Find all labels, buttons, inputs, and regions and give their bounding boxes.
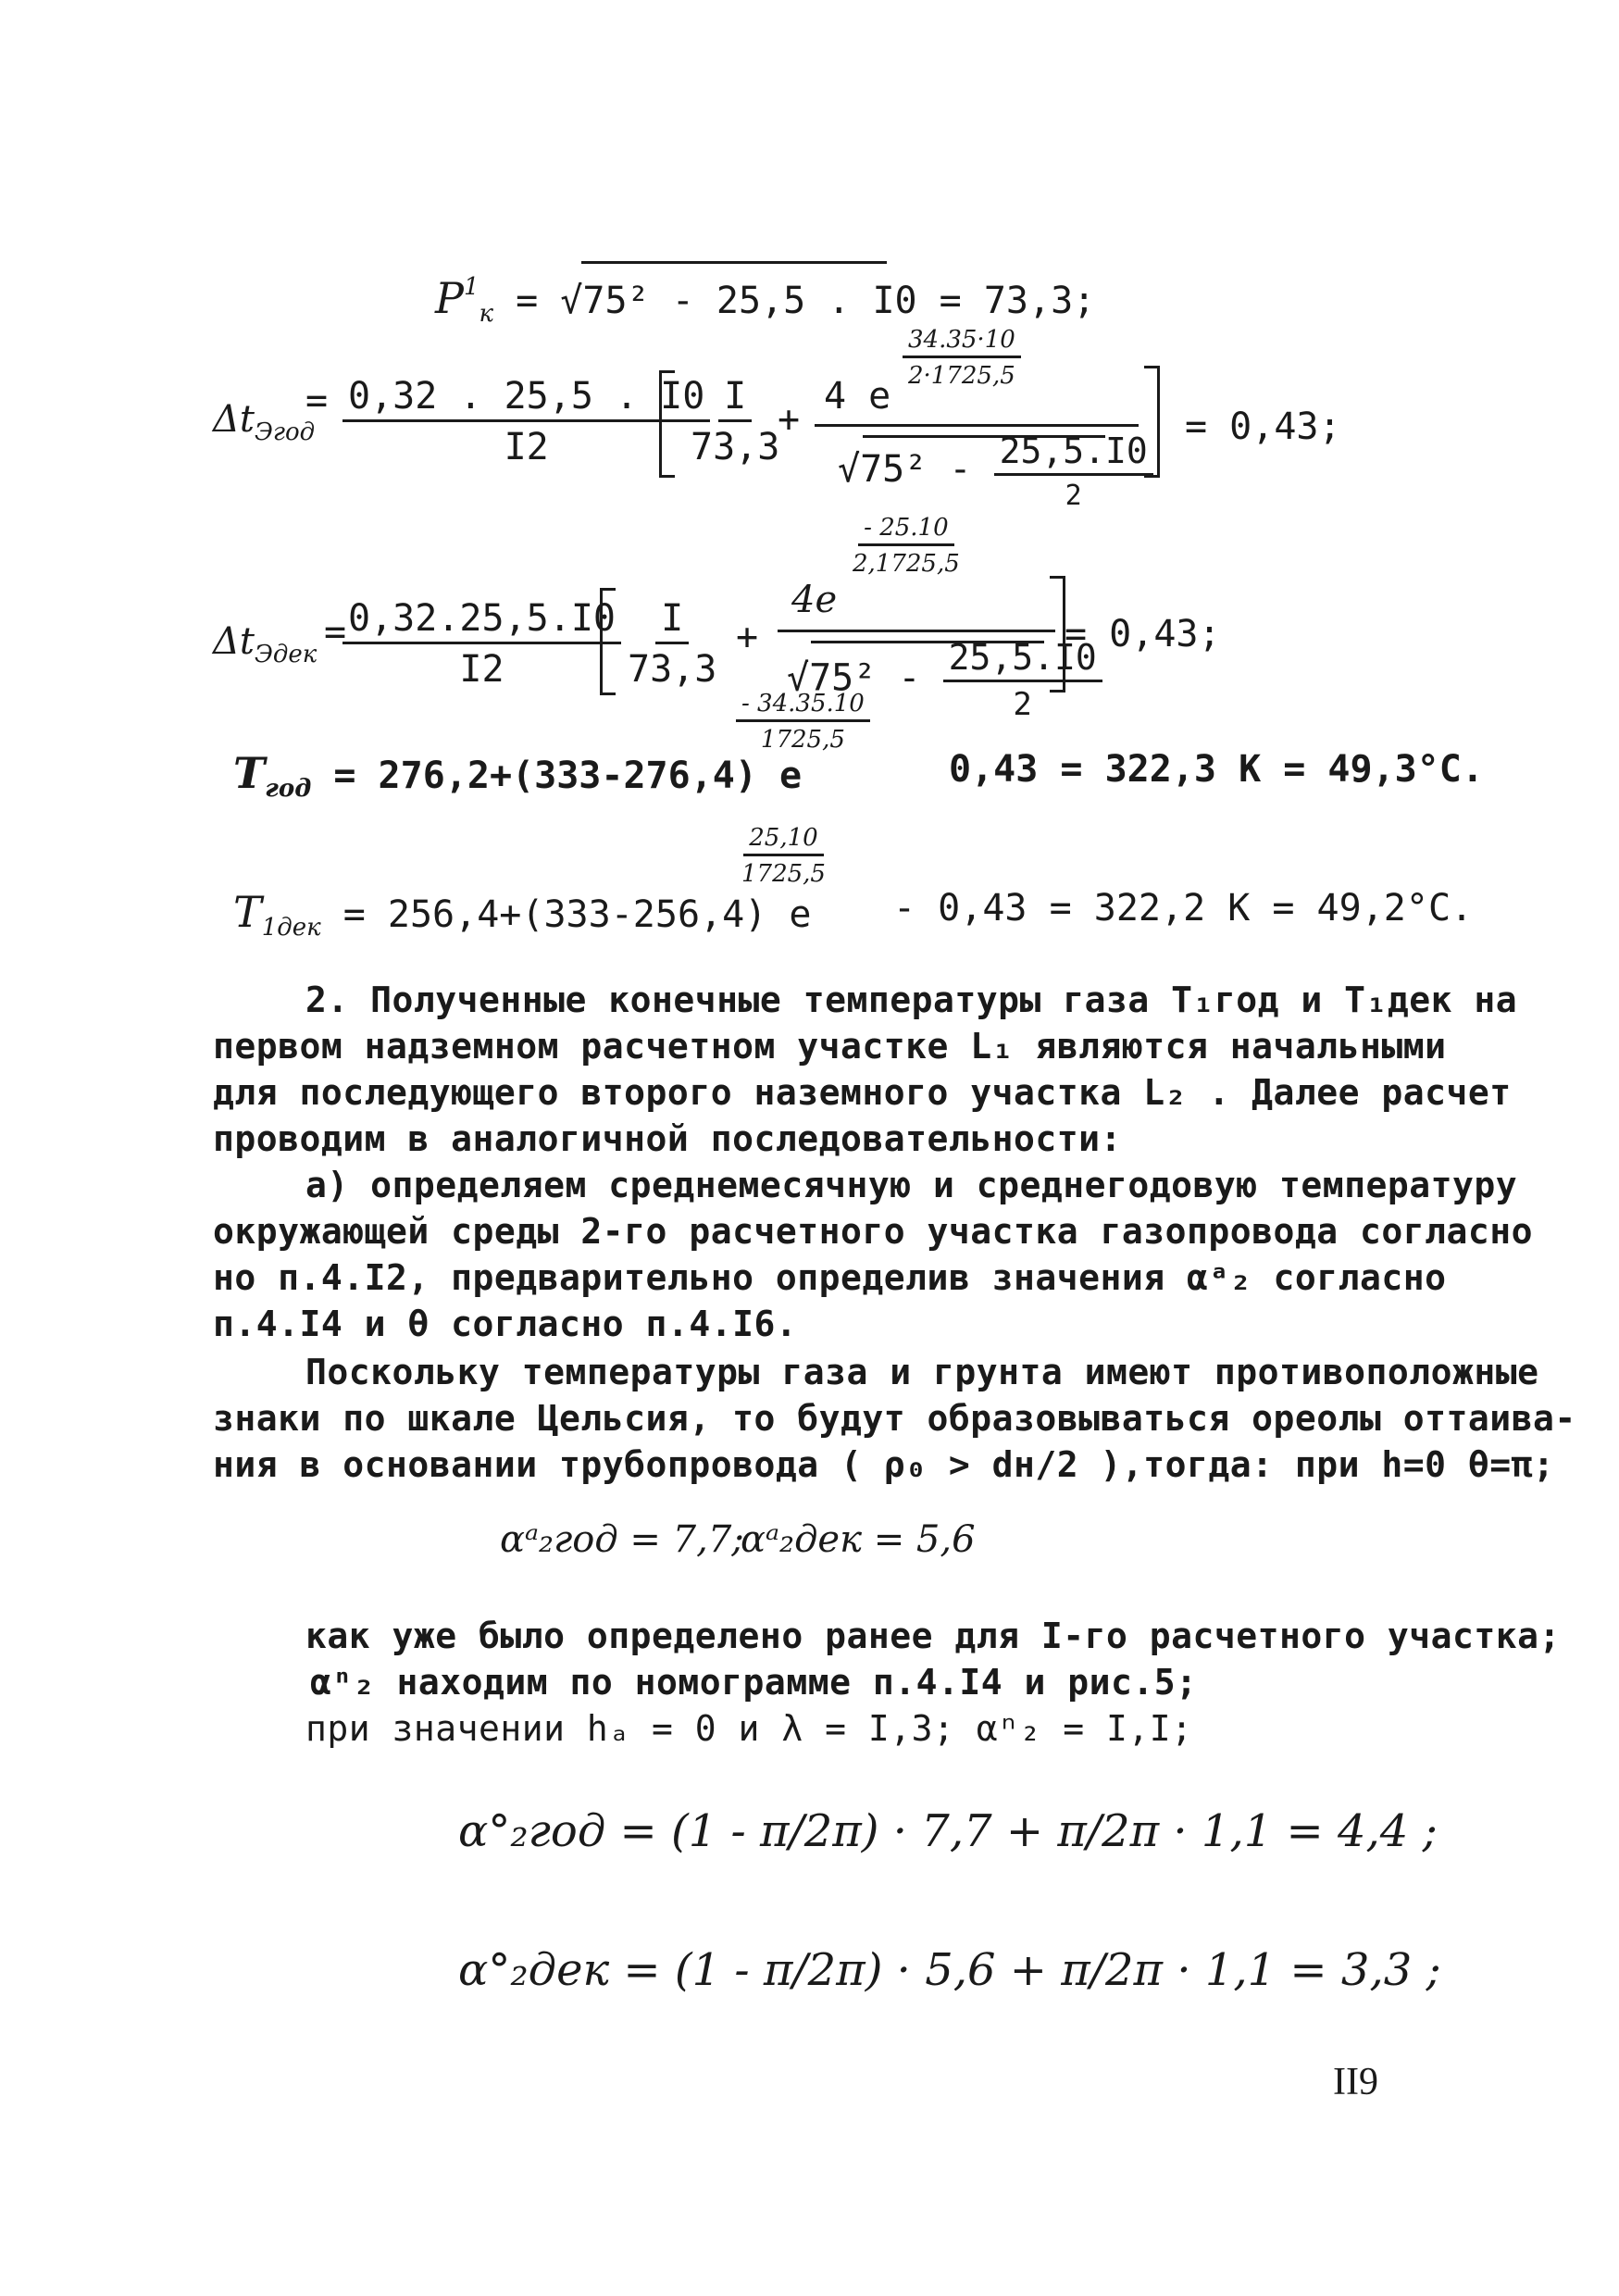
denominator: 73,3 — [691, 426, 780, 468]
eq2-root: √75² - $\frac{25,5.I0}{2}$ — [838, 430, 1153, 512]
root-denominator: 2 — [1013, 686, 1032, 723]
sqrt-bar — [581, 261, 887, 264]
paragraph-line: окружающей среды 2-го расчетного участка газопровода согласно — [213, 1211, 1534, 1252]
paragraph-line: αⁿ₂ находим по номограмме п.4.I4 и рис.5; — [310, 1662, 1198, 1703]
paragraph-line: для последующего второго наземного участка L₂ . Далее расчет — [213, 1072, 1512, 1113]
subscript: Эгод — [254, 418, 316, 446]
paragraph-line: а) определяем среднемесячную и среднегодовую температуру — [305, 1165, 1518, 1205]
paragraph-line: 2. Полученные конечные температуры газа T₁год и T₁дек на — [305, 980, 1518, 1020]
eq4-exponent — [736, 690, 870, 754]
eq4-tail: 0,43 = 322,3 K = 49,3°C. — [949, 748, 1484, 791]
paragraph-line: знаки по шкале Цельсия, то будут образовываться ореолы оттаива- — [213, 1398, 1576, 1439]
eq2-equals: = — [305, 380, 329, 422]
subscript: год — [265, 775, 312, 803]
root-numerator: 25,5.I0 — [943, 637, 1102, 682]
symbol-t: T — [233, 748, 266, 798]
eq2-result: = 0,43; — [1185, 406, 1341, 448]
eq3-main-fraction — [342, 597, 621, 691]
eq3-equals: = — [324, 611, 347, 654]
sqrt-bar — [863, 435, 1105, 438]
root-arg: 75² - — [809, 656, 943, 700]
eq3-plus: + — [736, 616, 759, 658]
superscript: 1 — [463, 272, 479, 301]
paragraph-line: первом надземном расчетном участке L₁ являются начальными — [213, 1026, 1447, 1067]
exp-denominator: 2·1725,5 — [908, 362, 1015, 390]
equation-t-dek — [233, 887, 811, 942]
eq3-inner-fraction — [622, 597, 722, 691]
subscript: к — [479, 300, 494, 328]
exp-denominator: 1725,5 — [760, 726, 845, 754]
numerator: I — [655, 597, 689, 644]
symbol-t: T — [233, 887, 262, 937]
equation-body: = √75² - 25,5 . I0 = 73,3; — [516, 280, 1096, 322]
root-denominator: 2 — [1065, 480, 1082, 512]
left-bracket — [659, 370, 675, 478]
page-number: II9 — [1333, 2061, 1378, 2103]
paragraph-line: при значении hₐ = 0 и λ = I,3; αⁿ₂ = I,I; — [305, 1708, 1193, 1749]
equation-delta-t-dek-lhs — [213, 620, 317, 668]
denominator: I2 — [459, 648, 504, 691]
eq2-main-fraction — [342, 375, 710, 468]
exp-denominator: 1725,5 — [741, 860, 826, 888]
eq3-exponent — [847, 514, 965, 578]
paragraph-line: как уже было определено ранее для I-го расчетного участка; — [305, 1616, 1561, 1656]
numerator: I — [718, 375, 752, 422]
eq2-plus: + — [778, 398, 801, 441]
numerator: 0,32.25,5.I0 — [342, 597, 621, 644]
paragraph-line: п.4.I4 и θ согласно п.4.I6. — [213, 1304, 798, 1344]
subscript: 1дек — [261, 914, 321, 942]
exp-numerator: - 25.10 — [858, 514, 953, 546]
paragraph-line: ния в основании трубопровода ( ρ₀ > dн/2 ),тогда: при h=0 θ=π; — [213, 1444, 1555, 1485]
eq3-result: = 0,43; — [1065, 613, 1221, 655]
exp-numerator: 25,10 — [743, 824, 823, 856]
right-bracket — [1050, 576, 1065, 693]
equation-t-god — [233, 748, 802, 803]
eq5-exponent — [736, 824, 831, 888]
equation-delta-t-god-lhs — [213, 398, 315, 446]
paragraph-line: проводим в аналогичной последовательности: — [213, 1118, 1122, 1159]
eq3-exp-base: 4e — [791, 579, 838, 621]
root-arg: 75² - — [860, 448, 994, 491]
root-numerator: 25,5.I0 — [994, 430, 1153, 476]
denominator: I2 — [504, 426, 549, 468]
numerator: 0,32 . 25,5 . I0 — [342, 375, 710, 422]
symbol-p: P — [435, 273, 464, 323]
equation-alpha-a-god: αᵃ₂год = 7,7; — [500, 1518, 744, 1561]
equation-alpha-a-dek: αᵃ₂дек = 5,6 — [741, 1518, 976, 1561]
eq5-tail: - 0,43 = 322,2 K = 49,2°C. — [893, 887, 1474, 930]
eq2-inner-fraction — [685, 375, 785, 468]
equation-body: = 276,2+(333-276,4) e — [333, 755, 803, 797]
eq3-outer-fraction-line — [778, 630, 1055, 632]
eq3-root: √75² - $\frac{25,5.I0}{2}$ — [787, 637, 1102, 723]
exp-numerator: 34.35·10 — [903, 326, 1021, 358]
equation-alpha-0-dek: α°₂дек = (1 - π/2π) · 5,6 + π/2π · 1,1 = 3,3 ; — [458, 1944, 1441, 1996]
exp-numerator: - 34.35.10 — [736, 690, 870, 722]
paragraph-line: Поскольку температуры газа и грунта имеют противоположные — [305, 1352, 1539, 1392]
paragraph-line: но п.4.I2, предварительно определив значения αᵃ₂ согласно — [213, 1257, 1447, 1298]
right-bracket — [1144, 366, 1160, 478]
equation-alpha-0-god: α°₂год = (1 - π/2π) · 7,7 + π/2π · 1,1 = 4,4 ; — [458, 1805, 1438, 1857]
equation-body: = 256,4+(333-256,4) e — [342, 893, 812, 936]
left-bracket — [600, 588, 616, 695]
sqrt-bar — [811, 641, 1044, 643]
eq2-exp-base: 4 e — [824, 375, 891, 418]
denominator: 73,3 — [628, 648, 717, 691]
eq2-outer-fraction-line — [815, 424, 1139, 427]
subscript: Эдек — [254, 641, 318, 668]
eq2-exponent — [903, 326, 1021, 390]
symbol-delta-t: Δt — [213, 620, 255, 663]
symbol-delta-t: Δt — [213, 398, 255, 441]
equation-pk — [435, 273, 1095, 328]
exp-denominator: 2,1725,5 — [853, 550, 960, 578]
